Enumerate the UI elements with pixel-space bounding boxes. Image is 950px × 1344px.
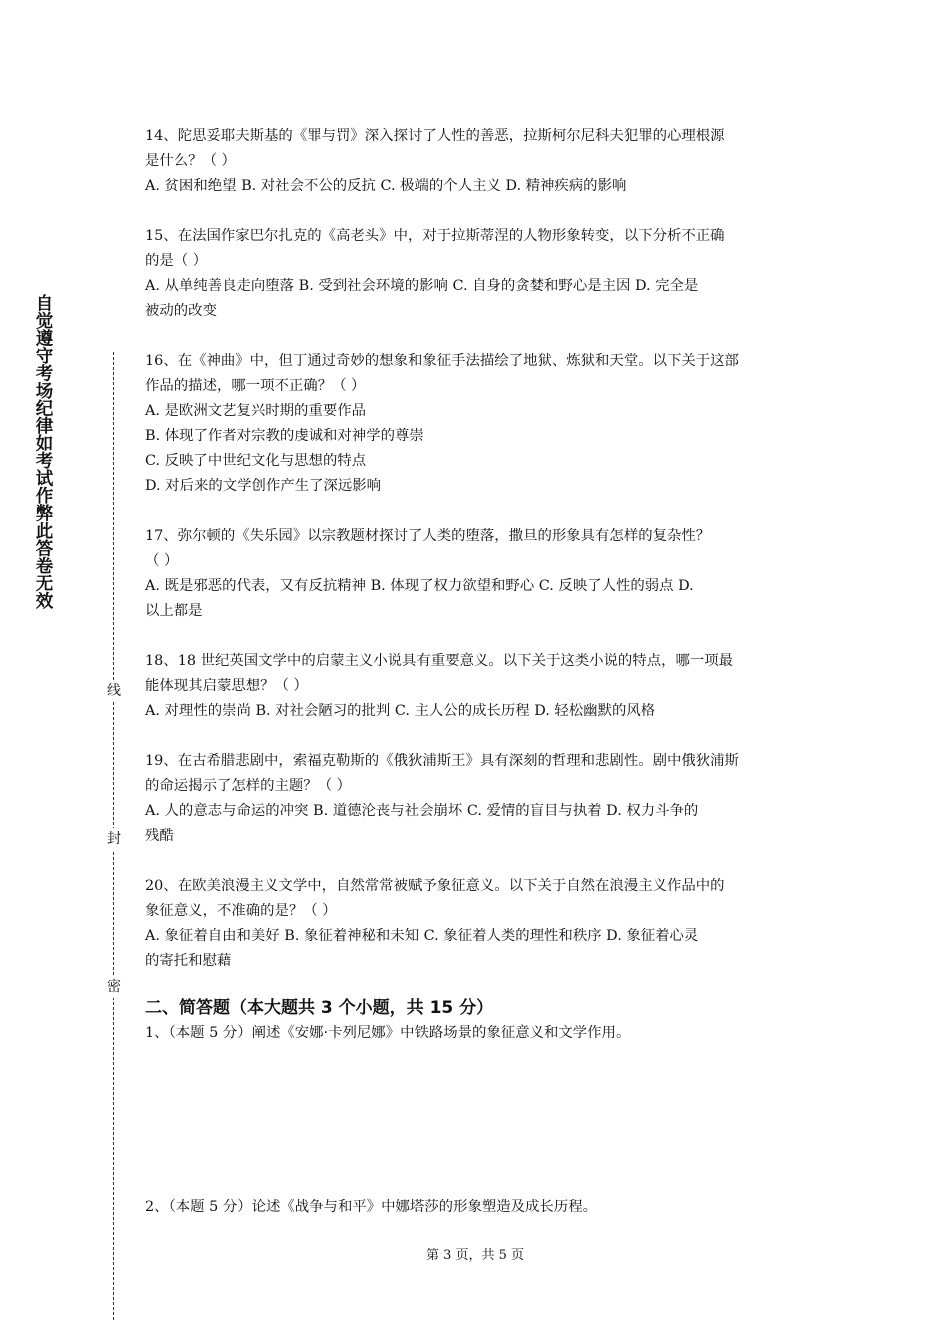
question-line: 15、在法国作家巴尔扎克的《高老头》中，对于拉斯蒂涅的人物形象转变，以下分析不正确 (145, 228, 725, 244)
question-line: 20、在欧美浪漫主义文学中，自然常常被赋予象征意义。以下关于自然在浪漫主义作品中的 (145, 878, 725, 894)
question-line: 的命运揭示了怎样的主题？（ ） (145, 778, 352, 794)
question-options: A. 人的意志与命运的冲突 B. 道德沦丧与社会崩坏 C. 爱情的盲目与执着 D. 权力斗争的 (145, 803, 699, 819)
question-15 (145, 224, 810, 324)
section-title-short-answer: 二、简答题（本大题共 3 个小题，共 15 分） (145, 998, 494, 1018)
question-line: 17、弥尔顿的《失乐园》以宗教题材探讨了人类的堕落，撒旦的形象具有怎样的复杂性？ (145, 528, 711, 544)
question-options: A. 既是邪恶的代表，又有反抗精神 B. 体现了权力欲望和野心 C. 反映了人性的弱点 D. (145, 578, 694, 594)
question-line: 作品的描述，哪一项不正确？（ ） (145, 378, 366, 394)
short-answer-question-1: 1、（本题 5 分）阐述《安娜·卡列尼娜》中铁路场景的象征意义和文学作用。 (145, 1025, 631, 1041)
page-number: 第 3 页，共 5 页 (425, 1248, 525, 1263)
question-17 (145, 524, 810, 624)
question-line: 是什么？（ ） (145, 153, 236, 169)
question-list (145, 124, 810, 999)
binding-mark-secret: 密 (105, 976, 123, 998)
question-line: 象征意义，不准确的是？（ ） (145, 903, 337, 919)
option-c: C. 反映了中世纪文化与思想的特点 (145, 453, 367, 469)
question-options: A. 象征着自由和美好 B. 象征着神秘和未知 C. 象征着人类的理性和秩序 D. 象征着心灵 (145, 928, 699, 944)
short-answer-question-2: 2、（本题 5 分）论述《战争与和平》中娜塔莎的形象塑造及成长历程。 (145, 1199, 597, 1215)
question-14 (145, 124, 810, 199)
question-options: 残酷 (145, 828, 174, 844)
question-line: 19、在古希腊悲剧中，索福克勒斯的《俄狄浦斯王》具有深刻的哲理和悲剧性。剧中俄狄浦斯 (145, 753, 739, 769)
question-20 (145, 874, 810, 974)
question-line: 18、18 世纪英国文学中的启蒙主义小说具有重要意义。以下关于这类小说的特点，哪一项最 (145, 653, 734, 669)
question-options: A. 贫困和绝望 B. 对社会不公的反抗 C. 极端的个人主义 D. 精神疾病的影响 (145, 178, 627, 194)
option-b: B. 体现了作者对宗教的虔诚和对神学的尊崇 (145, 428, 424, 444)
question-line: 能体现其启蒙思想？（ ） (145, 678, 308, 694)
question-16 (145, 349, 810, 499)
question-options: 被动的改变 (145, 303, 217, 319)
question-options: A. 对理性的崇尚 B. 对社会陋习的批判 C. 主人公的成长历程 D. 轻松幽默的风格 (145, 703, 656, 719)
question-line: （ ） (145, 553, 179, 569)
question-line: 16、在《神曲》中，但丁通过奇妙的想象和象征手法描绘了地狱、炼狱和天堂。以下关于这部 (145, 353, 739, 369)
binding-mark-line: 线 (105, 680, 123, 702)
question-options: 以上都是 (145, 603, 203, 619)
binding-mark-seal: 封 (105, 828, 123, 850)
question-18 (145, 649, 810, 724)
question-options: 的寄托和慰藉 (145, 953, 232, 969)
option-a: A. 是欧洲文艺复兴时期的重要作品 (145, 403, 367, 419)
option-d: D. 对后来的文学创作产生了深远影响 (145, 478, 382, 494)
question-options: A. 从单纯善良走向堕落 B. 受到社会环境的影响 C. 自身的贪婪和野心是主因 D. 完全是 (145, 278, 699, 294)
question-line: 14、陀思妥耶夫斯基的《罪与罚》深入探讨了人性的善恶，拉斯柯尔尼科夫犯罪的心理根源 (145, 128, 725, 144)
question-line: 的是（ ） (145, 253, 208, 269)
exam-discipline-warning: 自觉遵守考场纪律如考试作弊此答卷无效 (33, 294, 53, 609)
question-19 (145, 749, 810, 849)
